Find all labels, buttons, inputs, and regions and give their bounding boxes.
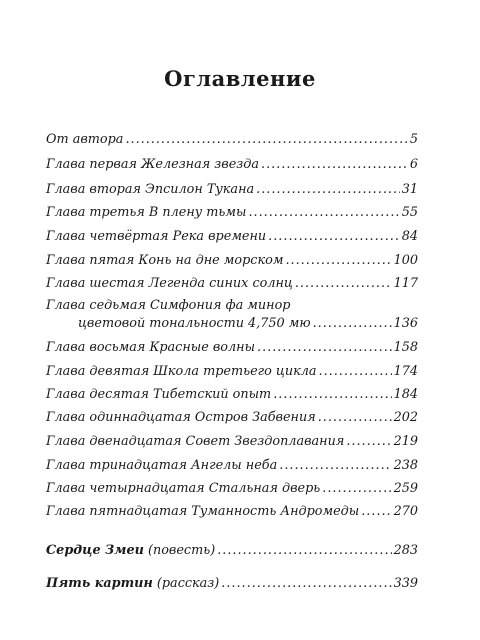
page-number: 6: [409, 157, 418, 172]
entry-title: От автора: [46, 132, 124, 147]
page-number: 5: [409, 132, 418, 147]
toc-entry[interactable]: [46, 458, 418, 474]
toc-entry[interactable]: [46, 157, 418, 173]
page-number: 259: [393, 481, 418, 496]
toc-entry-story[interactable]: [46, 576, 418, 592]
page-number: 158: [393, 340, 418, 355]
entry-title: Глава первая Железная звезда: [46, 157, 259, 172]
dot-leader: [285, 253, 391, 269]
toc-entry[interactable]: [46, 276, 418, 292]
page-number: 55: [401, 205, 418, 220]
page-number: 238: [393, 458, 418, 473]
dot-leader: [295, 276, 392, 292]
dot-leader: [322, 481, 391, 497]
entry-title: Глава двенадцатая Совет Звездоплавания: [46, 434, 345, 449]
page-number: 339: [393, 576, 418, 591]
work-title: Пять картин: [46, 576, 153, 591]
page-number: 174: [393, 364, 418, 379]
dot-leader: [313, 316, 392, 332]
page-number: 283: [393, 543, 418, 558]
toc-entry[interactable]: [46, 229, 418, 245]
page-number: 136: [393, 316, 418, 331]
toc-entry[interactable]: [46, 387, 418, 403]
toc-entry[interactable]: [46, 182, 418, 198]
dot-leader: [273, 387, 391, 403]
entry-title: Глава шестая Легенда синих солнц: [46, 276, 293, 291]
dot-leader: [125, 132, 407, 148]
work-title: Сердце Змеи: [46, 543, 144, 558]
toc-entry[interactable]: [46, 434, 418, 450]
entry-title: Глава вторая Эпсилон Тукана: [46, 182, 255, 197]
toc-entry[interactable]: [46, 364, 418, 380]
toc-entry[interactable]: [46, 205, 418, 221]
dot-leader: [261, 157, 408, 173]
page-number: 202: [393, 410, 418, 425]
page-number: 184: [393, 387, 418, 402]
toc-entry[interactable]: [46, 253, 418, 269]
toc-entry[interactable]: [46, 410, 418, 426]
dot-leader: [319, 364, 392, 380]
toc-entry[interactable]: [46, 481, 418, 497]
dot-leader: [248, 205, 399, 221]
toc-entry[interactable]: [46, 340, 418, 356]
entry-title: Глава четвёртая Река времени: [46, 229, 267, 244]
dot-leader: [257, 340, 392, 356]
entry-title: Глава тринадцатая Ангелы неба: [46, 458, 278, 473]
page-number: 270: [393, 504, 418, 519]
work-genre-note: (рассказ): [156, 576, 220, 591]
toc-entry[interactable]: [46, 298, 418, 332]
dot-leader: [256, 182, 400, 198]
page-number: 31: [401, 182, 418, 197]
entry-title: Глава одиннадцатая Остров Забвения: [46, 410, 316, 425]
page-number: 117: [393, 276, 418, 291]
toc-entry[interactable]: [46, 132, 418, 148]
entry-title: Глава пятнадцатая Туманность Андромеды: [46, 504, 360, 519]
entry-title: Глава пятая Конь на дне морском: [46, 253, 284, 268]
dot-leader: [361, 504, 391, 520]
entry-title: Глава восьмая Красные волны: [46, 340, 255, 355]
toc-entry[interactable]: [46, 504, 418, 520]
page-number: 100: [393, 253, 418, 268]
page-number: 84: [401, 229, 418, 244]
page-title: Оглавление: [164, 66, 316, 91]
toc-entry-novella[interactable]: [46, 543, 418, 559]
dot-leader: [221, 576, 391, 592]
entry-title: Глава десятая Тибетский опыт: [46, 387, 272, 402]
entry-title: Глава девятая Школа третьего цикла: [46, 364, 317, 379]
dot-leader: [268, 229, 400, 245]
entry-title: Глава четырнадцатая Стальная дверь: [46, 481, 321, 496]
dot-leader: [346, 434, 391, 450]
page-number: 219: [393, 434, 418, 449]
entry-title-line1: Глава седьмая Симфония фа минор: [46, 298, 291, 313]
dot-leader: [318, 410, 392, 426]
dot-leader: [217, 543, 391, 559]
entry-title-line2: цветовой тональности 4,750 мю: [78, 316, 311, 331]
work-genre-note: (повесть): [147, 543, 216, 558]
entry-title: Глава третья В плену тьмы: [46, 205, 247, 220]
dot-leader: [279, 458, 391, 474]
